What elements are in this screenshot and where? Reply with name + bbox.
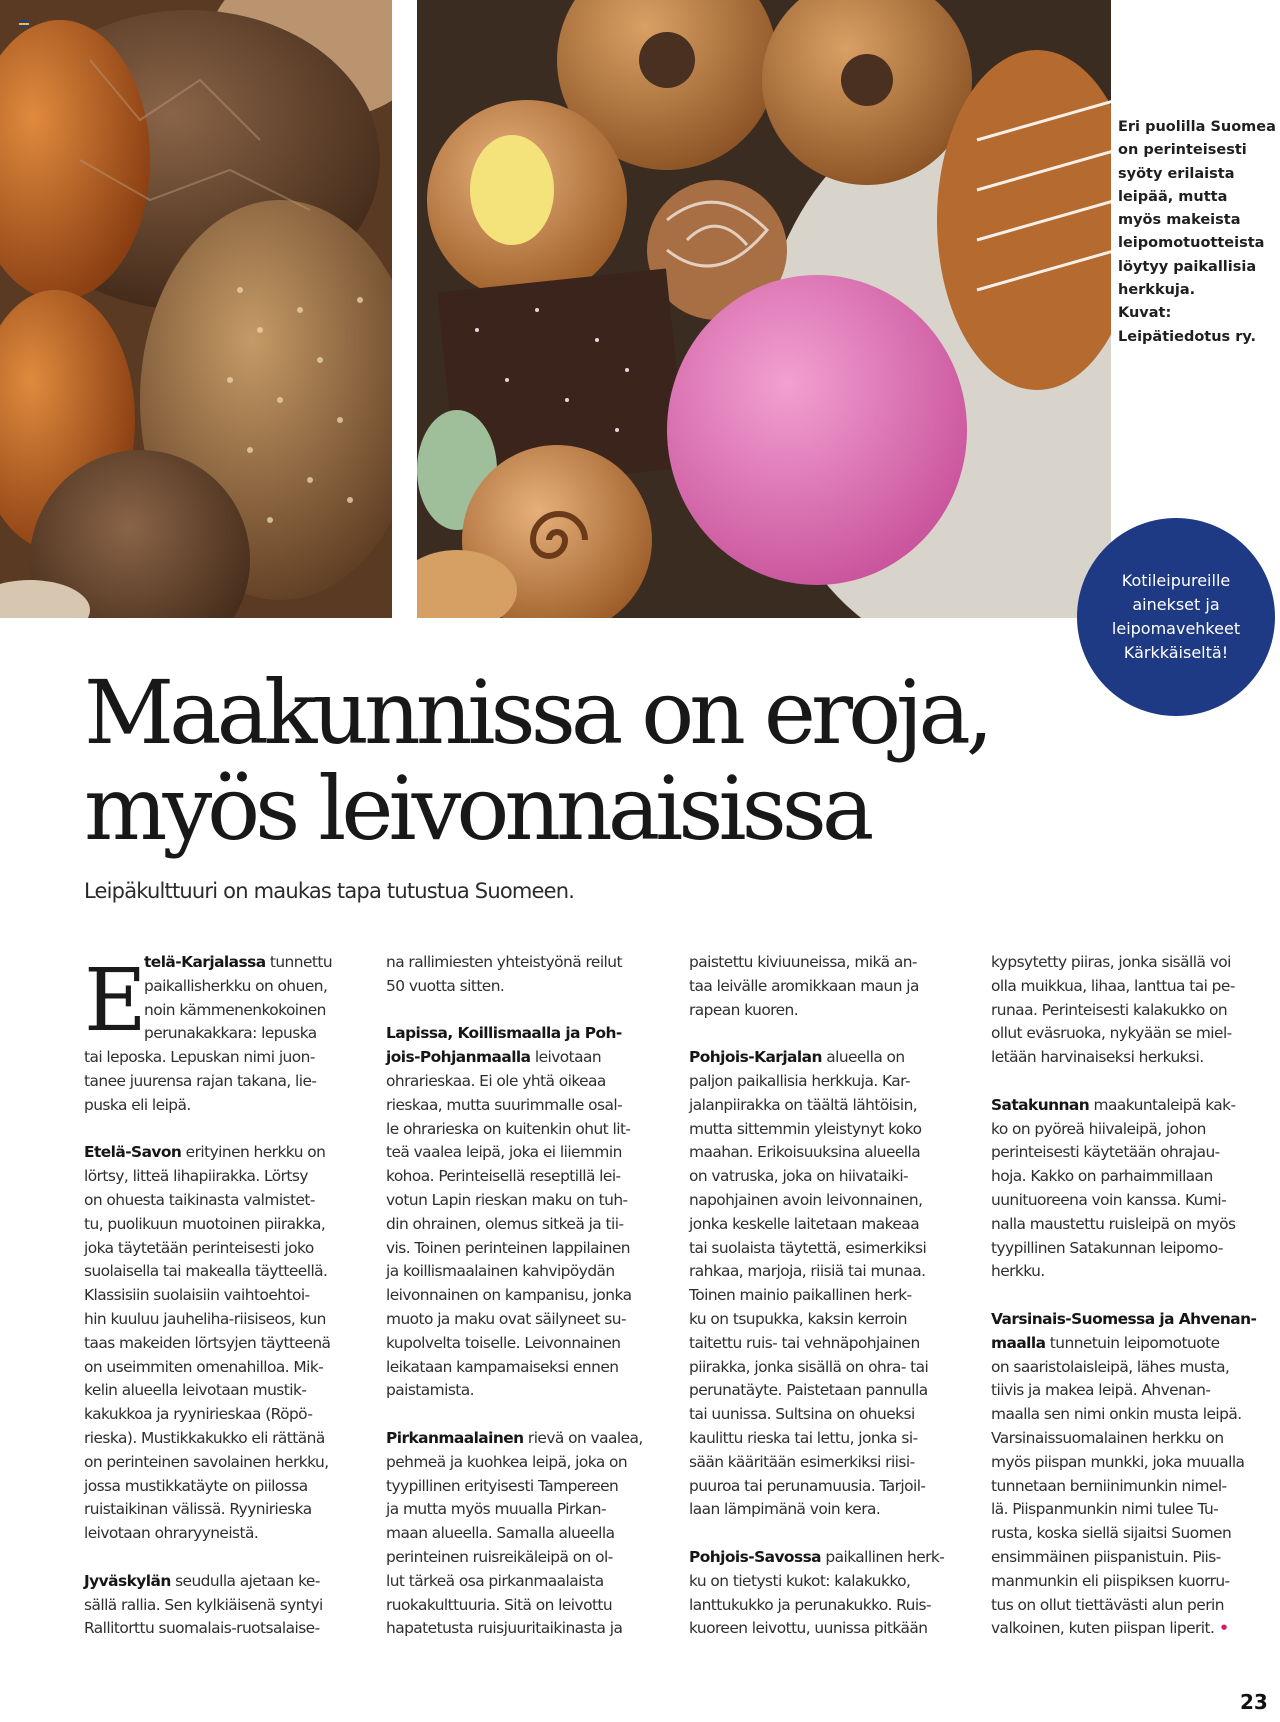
body-text: kelin alueella leivotaan mustik- (84, 1381, 307, 1400)
text-line (991, 1522, 1275, 1546)
body-text: olla muikkua, lihaa, lanttua tai pe- (991, 976, 1235, 995)
text-line (386, 1570, 670, 1594)
body-text: muoto ja maku ovat säilyneet su- (386, 1309, 626, 1328)
body-text: paljon paikallisia herkkuja. Kar- (689, 1071, 910, 1090)
bread-basket-illustration (0, 0, 392, 618)
body-text: ensimmäinen piispanistuin. Piis- (991, 1547, 1221, 1566)
text-line (386, 951, 670, 975)
body-text: perunatäyte. Paistetaan pannulla (689, 1381, 928, 1400)
body-text: puska eli leipä. (84, 1095, 191, 1114)
text-line (991, 1475, 1275, 1499)
body-text: tai suolaista täytettä, esimerkiksi (689, 1238, 927, 1257)
body-text: tai leposka. Lepuskan nimi juon- (84, 1048, 315, 1067)
body-text: tiivis ja makea leipä. Ahvenan- (991, 1381, 1211, 1400)
paragraph-gap (386, 1403, 670, 1427)
body-text: lä. Piispanmunkin nimi tulee Tu- (991, 1500, 1219, 1519)
body-text: tyypillinen Satakunnan leipomo- (991, 1238, 1223, 1257)
body-text: kohoa. Perinteisellä reseptillä lei- (386, 1167, 621, 1186)
body-text: ruistaikinan välissä. Ryynirieska (84, 1500, 312, 1519)
text-line (386, 1260, 670, 1284)
text-line (689, 975, 973, 999)
caption-line: herkkuja. (1118, 282, 1196, 299)
page-number: 23 (1240, 1690, 1268, 1714)
body-text: letään harvinaiseksi herkuksi. (991, 1048, 1204, 1067)
text-line (84, 1141, 368, 1165)
text-line (386, 1213, 670, 1237)
text-line (991, 1141, 1275, 1165)
body-text: leivonnainen on kampanisu, jonka (386, 1286, 632, 1305)
text-line (84, 1046, 368, 1070)
body-text: napohjainen avoin leivonnainen, (689, 1190, 923, 1209)
body-text: hin kuuluu jauheliha-riisiseos, kun (84, 1309, 326, 1328)
text-line (84, 1498, 368, 1522)
text-line (689, 1213, 973, 1237)
text-line (386, 1379, 670, 1403)
body-text: jalanpiirakka on täältä lähtöisin, (689, 1095, 918, 1114)
text-line (84, 1570, 368, 1594)
body-text: din ohrainen, olemus sitkeä ja tii- (386, 1214, 624, 1233)
text-line (689, 1141, 973, 1165)
text-line (84, 1522, 368, 1546)
body-text: mutta sittemmin yleistynyt koko (689, 1119, 922, 1138)
text-line (84, 1403, 368, 1427)
flag-icon (19, 20, 29, 27)
body-text: teä vaalea leipä, joka ei liiemmin (386, 1143, 622, 1162)
body-text: rahkaa, marjoja, riisiä tai munaa. (689, 1262, 926, 1281)
text-line (84, 1237, 368, 1261)
paragraph-gap (386, 999, 670, 1023)
body-text: jossa mustikkatäyte on piilossa (84, 1476, 308, 1495)
body-text: paikallinen herk- (821, 1547, 945, 1566)
text-line (84, 1189, 368, 1213)
body-text: paistettu kiviuuneissa, mikä an- (689, 953, 917, 971)
body-text: rusta, koska siellä sijaitsi Suomen (991, 1524, 1232, 1543)
text-line (84, 1213, 368, 1237)
text-line (84, 1332, 368, 1356)
body-text: noin kämmenenkokoinen (144, 1000, 326, 1019)
body-text: lut tärkeä osa pirkanmaalaista (386, 1571, 604, 1590)
text-line (991, 1617, 1275, 1641)
text-line (386, 1356, 670, 1380)
text-line (386, 1522, 670, 1546)
body-text: vis. Toinen perinteinen lappilainen (386, 1238, 631, 1257)
body-text: joka täytetään perinteisesti joko (84, 1238, 314, 1257)
text-line (386, 1427, 670, 1451)
body-text: tunnettu (265, 953, 333, 971)
body-text: puuroa tai perunamuusia. Tarjoil- (689, 1476, 926, 1495)
text-line (991, 1260, 1275, 1284)
body-text: tus on ollut tiettävästi alun perin (991, 1595, 1224, 1614)
text-line (386, 1165, 670, 1189)
body-text: leivotaan (530, 1048, 602, 1067)
body-text: kypsytetty piiras, jonka sisällä voi (991, 953, 1231, 971)
text-line (689, 1284, 973, 1308)
text-line (84, 1617, 368, 1641)
caption-line: Leipätiedotus ry. (1118, 328, 1256, 345)
body-text: ohrarieskaa. Ei ole yhtä oikeaa (386, 1071, 606, 1090)
body-text: ollut eväsruoka, nykyään se miel- (991, 1024, 1232, 1043)
paragraph-gap (84, 1118, 368, 1142)
text-line (689, 1046, 973, 1070)
text-line (386, 1046, 670, 1070)
body-text: rievä on vaalea, (523, 1428, 643, 1447)
text-line (991, 1046, 1275, 1070)
text-line (689, 999, 973, 1023)
body-text: ja mutta myös muualla Pirkan- (386, 1500, 606, 1519)
badge-line: leipomavehkeet (1111, 619, 1241, 638)
body-text: kakukkoa ja ryynirieskaa (Röpö- (84, 1405, 313, 1424)
body-text: maan alueella. Samalla alueella (386, 1524, 615, 1543)
body-text: Varsinaissuomalainen herkku on (991, 1428, 1224, 1447)
text-line (991, 1570, 1275, 1594)
body-text: seudulla ajetaan ke- (170, 1571, 320, 1590)
article-column-3 (689, 951, 973, 1641)
text-line (689, 1451, 973, 1475)
article-column-4 (991, 951, 1275, 1641)
body-text: tunnetaan berniinimunkin nimel- (991, 1476, 1227, 1495)
body-text: maahan. Erikoisuuksina alueella (689, 1143, 921, 1162)
text-line (689, 1570, 973, 1594)
body-text: on saaristolaisleipä, lähes musta, (991, 1357, 1230, 1376)
text-line (386, 1546, 670, 1570)
body-text: perunakakkara: lepuska (144, 1024, 317, 1043)
body-text: rapean kuoren. (689, 1000, 799, 1019)
text-line (689, 1379, 973, 1403)
region-name: telä-Karjalassa (144, 953, 266, 971)
caption-line: syöty erilaista (1118, 165, 1235, 182)
body-text: rieska). Mustikkakukko eli rättänä (84, 1428, 325, 1447)
body-text: on vatruska, joka on hiivataiki- (689, 1167, 909, 1186)
caption-line: löytyy paikallisia (1118, 258, 1257, 275)
text-line (991, 1213, 1275, 1237)
text-line (689, 1118, 973, 1142)
body-text: piirakka, jonka sisällä on ohra- tai (689, 1357, 929, 1376)
body-text: erityinen herkku on (181, 1143, 326, 1162)
text-line (991, 1594, 1275, 1618)
text-line (84, 1070, 368, 1094)
text-line (991, 999, 1275, 1023)
region-name: Lapissa, Koillismaalla ja Poh- (386, 1024, 622, 1043)
text-line (84, 1379, 368, 1403)
body-text: herkku. (991, 1262, 1045, 1281)
text-line (386, 1189, 670, 1213)
text-line (84, 1284, 368, 1308)
body-text: tu, puolikuun muotoinen piirakka, (84, 1214, 326, 1233)
body-text: perinteisesti käytetään ohrajau- (991, 1143, 1220, 1162)
text-line (991, 1403, 1275, 1427)
body-text: votun Lapin rieskan maku on tuh- (386, 1190, 628, 1209)
text-line (386, 1284, 670, 1308)
body-text: hoja. Kakko on parhaimmillaan (991, 1167, 1213, 1186)
pastry-plate-photo (417, 0, 1111, 618)
body-text: maakuntaleipä kak- (1089, 1095, 1236, 1114)
end-marker: • (1214, 1619, 1229, 1638)
body-text: alueella on (821, 1048, 905, 1067)
body-text: jonka keskelle laitetaan makeaa (689, 1214, 920, 1233)
article-lead: Leipäkulttuuri on maukas tapa tutustua Suomeen. (84, 879, 575, 903)
text-line (689, 1594, 973, 1618)
text-line (84, 1308, 368, 1332)
paragraph-gap (84, 1546, 368, 1570)
body-text: Toinen mainio paikallinen herk- (689, 1286, 912, 1305)
caption-line: Kuvat: (1118, 305, 1172, 322)
text-line (689, 1308, 973, 1332)
text-line (84, 1022, 368, 1046)
body-text: valkoinen, kuten piispan liperit. (991, 1619, 1215, 1638)
text-line (386, 1308, 670, 1332)
region-name: maalla (991, 1333, 1046, 1352)
body-text: le ohrarieska on kuitenkin ohut lit- (386, 1119, 631, 1138)
badge-line: Kotileipureille (1121, 571, 1231, 590)
paragraph-gap (689, 1522, 973, 1546)
text-line (386, 1475, 670, 1499)
body-text: taa leivälle aromikkaan maun ja (689, 976, 919, 995)
caption-line: leipomotuotteista (1118, 235, 1265, 252)
body-text: laan lämpimänä voin kera. (689, 1500, 881, 1519)
body-text: kaulittu rieska tai lettu, jonka si- (689, 1428, 918, 1447)
body-text: na rallimiesten yhteistyönä reilut (386, 953, 622, 971)
region-name: Satakunnan (991, 1095, 1090, 1114)
body-text: taitettu ruis- tai vehnäpohjainen (689, 1333, 920, 1352)
body-text: ja koillismaalainen kahvipöydän (386, 1262, 615, 1281)
text-line (991, 1451, 1275, 1475)
body-text: myös piispan munkki, joka muualla (991, 1452, 1245, 1471)
text-line (991, 1379, 1275, 1403)
headline-line-2: myös leivonnaisissa (84, 757, 870, 860)
body-text: maalla sen nimi onkin musta leipä. (991, 1405, 1242, 1424)
body-text: suolaisella tai makealla täytteellä. (84, 1262, 328, 1281)
text-line (386, 1141, 670, 1165)
body-text: leivotaan ohraryyneistä. (84, 1524, 259, 1543)
body-text: hapatetusta ruisjuuritaikinasta ja (386, 1619, 623, 1638)
text-line (386, 975, 670, 999)
body-text: runaa. Perinteisesti kalakukko on (991, 1000, 1228, 1019)
text-line (991, 1498, 1275, 1522)
text-line (991, 1165, 1275, 1189)
text-line (386, 1022, 670, 1046)
body-text: rieskaa, mutta suurimmalle osal- (386, 1095, 623, 1114)
region-name: Pohjois-Karjalan (689, 1048, 822, 1067)
text-line (84, 975, 368, 999)
headline-line-1: Maakunnissa on eroja, (84, 661, 989, 764)
badge-line: Kärkkäiseltä! (1123, 643, 1229, 662)
body-text: kuoreen leivottu, uunissa pitkään (689, 1619, 928, 1638)
text-line (84, 1165, 368, 1189)
badge-line: ainekset ja (1132, 595, 1220, 614)
text-line (991, 1332, 1275, 1356)
text-line (689, 1475, 973, 1499)
text-line (991, 1022, 1275, 1046)
body-text: on ohuesta taikinasta valmistet- (84, 1190, 315, 1209)
text-line (991, 951, 1275, 975)
text-line (386, 1498, 670, 1522)
body-text: ko on pyöreä hiivaleipä, johon (991, 1119, 1206, 1138)
article-column-1 (84, 951, 368, 1641)
body-text: pehmeä ja kuohkea leipä, joka on (386, 1452, 628, 1471)
body-text: perinteinen ruisreikäleipä on ol- (386, 1547, 613, 1566)
body-text: kupolvelta toiselle. Leivonnainen (386, 1333, 621, 1352)
body-text: ku on tsupukka, kaksin kerroin (689, 1309, 908, 1328)
text-line (689, 951, 973, 975)
text-line (689, 1546, 973, 1570)
body-text: Klassisiin suolaisiin vaihtoehtoi- (84, 1286, 310, 1305)
text-line (689, 1498, 973, 1522)
paragraph-gap (689, 1022, 973, 1046)
text-line (386, 1451, 670, 1475)
body-text: ruokakulttuuria. Sitä on leivottu (386, 1595, 613, 1614)
body-text: nalla maustettu ruisleipä on myös (991, 1214, 1236, 1233)
text-line (991, 1189, 1275, 1213)
text-line (84, 999, 368, 1023)
body-text: lanttukukko ja perunakukko. Ruis- (689, 1595, 932, 1614)
body-text: Rallitorttu suomalais-ruotsalaise- (84, 1619, 320, 1638)
body-text: taas makeiden lörtsyjen täytteenä (84, 1333, 331, 1352)
text-line (991, 1546, 1275, 1570)
body-text: sään kääritään esimerkiksi riisi- (689, 1452, 915, 1471)
body-text: ku on tietysti kukot: kalakukko, (689, 1571, 911, 1590)
paragraph-gap (991, 1070, 1275, 1094)
body-text: lörtsy, litteä lihapiirakka. Lörtsy (84, 1167, 308, 1186)
text-line (386, 1594, 670, 1618)
body-text: tanee juurensa rajan takana, lie- (84, 1071, 317, 1090)
text-line (991, 1427, 1275, 1451)
promo-badge[interactable] (1077, 518, 1275, 716)
text-line (84, 1260, 368, 1284)
text-line (386, 1094, 670, 1118)
text-line (386, 1617, 670, 1641)
body-text: paistamista. (386, 1381, 475, 1400)
text-line (386, 1118, 670, 1142)
text-line (991, 1118, 1275, 1142)
text-line (689, 1070, 973, 1094)
body-text: leikataan kampamaiseksi ennen (386, 1357, 619, 1376)
text-line (689, 1189, 973, 1213)
text-line (84, 1356, 368, 1380)
text-line (84, 1475, 368, 1499)
caption-line: Eri puolilla Suomea (1118, 119, 1276, 135)
caption-line: leipää, mutta (1118, 188, 1228, 205)
text-line (84, 1451, 368, 1475)
bread-basket-photo (0, 0, 392, 618)
text-line (689, 1094, 973, 1118)
paragraph-gap (991, 1284, 1275, 1308)
text-line (386, 1332, 670, 1356)
caption-line: myös makeista (1118, 212, 1241, 229)
body-text: tai uunissa. Sultsina on ohueksi (689, 1405, 915, 1424)
text-line (689, 1332, 973, 1356)
text-line (689, 1237, 973, 1261)
body-text: uunituoreena voin kanssa. Kumi- (991, 1190, 1227, 1209)
text-line (991, 1237, 1275, 1261)
text-line (689, 1617, 973, 1641)
text-line (84, 951, 368, 975)
body-text: tunnetuin leipomotuote (1045, 1333, 1220, 1352)
body-text: manmunkin eli piispiksen kuorru- (991, 1571, 1230, 1590)
caption-line: on perinteisesti (1118, 142, 1247, 159)
text-line (991, 975, 1275, 999)
body-text: paikallisherkku on ohuen, (144, 976, 328, 995)
text-line (689, 1165, 973, 1189)
region-name: jois-Pohjanmaalla (386, 1048, 531, 1067)
text-line (991, 1308, 1275, 1332)
text-line (991, 1094, 1275, 1118)
pastry-plate-illustration (417, 0, 1111, 618)
text-line (689, 1427, 973, 1451)
body-text: tyypillinen erityisesti Tampereen (386, 1476, 619, 1495)
text-line (386, 1237, 670, 1261)
text-line (689, 1260, 973, 1284)
body-text: on useimmiten omenahilloa. Mik- (84, 1357, 324, 1376)
text-line (386, 1070, 670, 1094)
text-line (991, 1356, 1275, 1380)
body-text: 50 vuotta sitten. (386, 976, 505, 995)
article-column-2 (386, 951, 670, 1641)
text-line (689, 1403, 973, 1427)
region-name: Pirkanmaalainen (386, 1428, 524, 1447)
text-line (84, 1094, 368, 1118)
region-name: Jyväskylän (84, 1571, 171, 1590)
region-name: Pohjois-Savossa (689, 1547, 822, 1566)
region-name: Etelä-Savon (84, 1143, 182, 1162)
drop-cap: E (84, 951, 147, 1051)
body-text: sällä rallia. Sen kylkiäisenä syntyi (84, 1595, 323, 1614)
text-line (84, 1427, 368, 1451)
region-name: Varsinais-Suomessa ja Ahvenan- (991, 1309, 1257, 1328)
body-text: on perinteinen savolainen herkku, (84, 1452, 329, 1471)
article-headline (84, 661, 1084, 860)
photo-caption (1118, 116, 1278, 349)
text-line (689, 1356, 973, 1380)
text-line (84, 1594, 368, 1618)
